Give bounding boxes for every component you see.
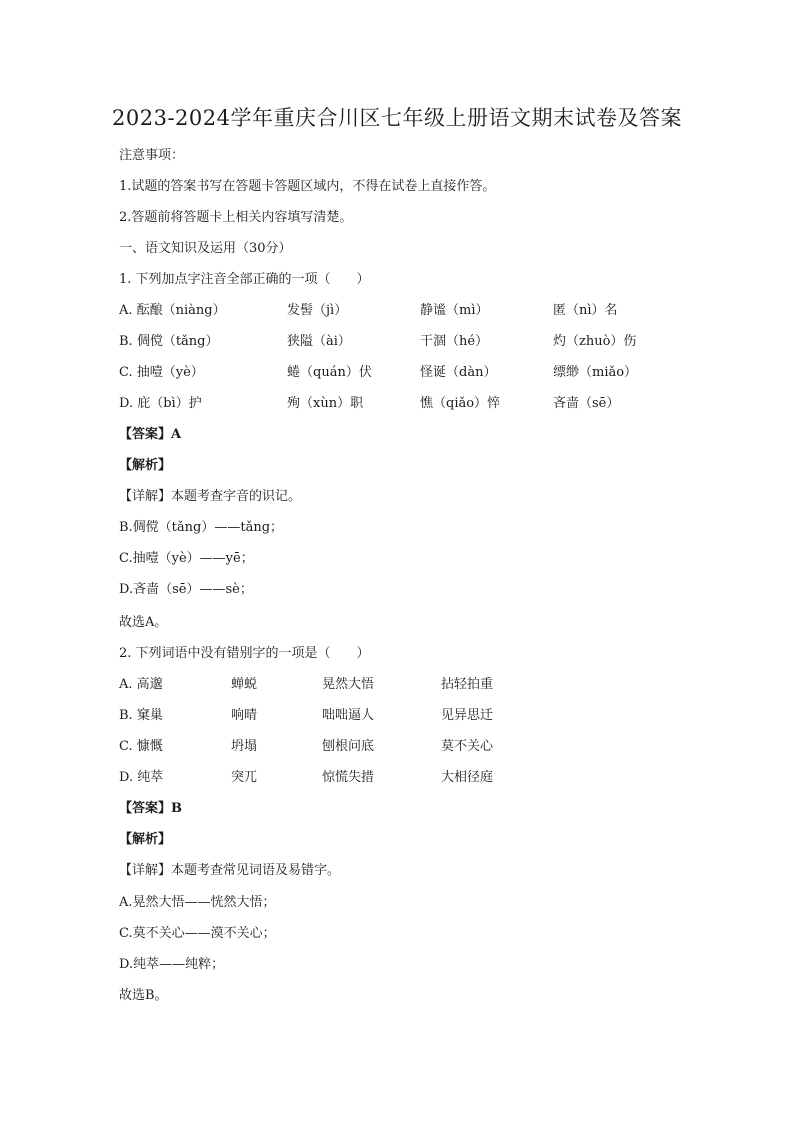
- q2-option-c-word-1: C. 慷慨: [119, 739, 163, 754]
- q2-option-row-b: [119, 707, 679, 725]
- q2-answer: 【答案】B: [119, 801, 182, 816]
- q1-option-d-word-3: 憔（qiǎo）悴: [420, 396, 501, 411]
- page-title: 2023-2024学年重庆合川区七年级上册语文期末试卷及答案: [112, 106, 682, 130]
- q2-option-row-a: [119, 676, 679, 694]
- q2-explanation-c: C.莫不关心——漠不关心；: [119, 926, 276, 941]
- q1-option-row-c: [119, 364, 679, 382]
- q1-option-row-a: [119, 302, 679, 320]
- q1-option-b-word-2: 狭隘（ài）: [287, 334, 351, 349]
- q2-option-b-word-2: 响晴: [231, 708, 258, 723]
- q2-option-a-word-4: 拈轻拍重: [441, 677, 494, 692]
- q1-answer: 【答案】A: [119, 427, 182, 442]
- q2-analysis-heading: 【解析】: [119, 832, 172, 847]
- q1-conclusion: 故选A。: [119, 615, 168, 630]
- q2-stem: 2. 下列词语中没有错别字的一项是（ ）: [119, 646, 370, 661]
- q1-option-d-word-2: 殉（xùn）职: [287, 396, 364, 411]
- q2-explanation-d: D.纯萃——纯粹；: [119, 957, 225, 972]
- q1-explanation-d: D.吝啬（sē）——sè；: [119, 582, 253, 597]
- q1-analysis-heading: 【解析】: [119, 458, 172, 473]
- q1-option-a-word-2: 发髻（jì）: [287, 303, 348, 318]
- q2-option-d-word-2: 突兀: [231, 770, 258, 785]
- q1-detail: 【详解】本题考查字音的识记。: [119, 489, 302, 504]
- section-heading: 一、语文知识及运用（30分）: [119, 241, 292, 256]
- q2-option-row-d: [119, 769, 679, 787]
- q1-option-c-word-3: 怪诞（dàn）: [420, 365, 497, 380]
- q1-option-a-word-3: 静谧（mì）: [420, 303, 489, 318]
- q1-option-b-word-1: B. 倜傥（tǎng）: [119, 334, 219, 349]
- q2-option-a-word-3: 晃然大悟: [322, 677, 375, 692]
- q2-option-d-word-3: 惊慌失措: [322, 770, 375, 785]
- q2-explanation-a: A.晃然大悟——恍然大悟；: [119, 895, 276, 910]
- notes-item-2: 2.答题前将答题卡上相关内容填写清楚。: [119, 210, 353, 225]
- q2-option-a-word-1: A. 高邈: [119, 677, 163, 692]
- q2-option-a-word-2: 蝉蜕: [231, 677, 258, 692]
- q1-option-d-word-4: 吝啬（sē）: [553, 396, 620, 411]
- q1-option-a-word-1: A. 酝酿（niàng）: [119, 303, 226, 318]
- q2-conclusion: 故选B。: [119, 988, 168, 1003]
- q2-option-d-word-1: D. 纯萃: [119, 770, 164, 785]
- q1-stem: 1. 下列加点字注音全部正确的一项（ ）: [119, 272, 370, 287]
- q1-option-row-b: [119, 333, 679, 351]
- q1-explanation-b: B.倜傥（tǎng）——tǎng；: [119, 520, 284, 535]
- q1-option-c-word-1: C. 抽噎（yè）: [119, 365, 204, 380]
- q1-option-d-word-1: D. 庇（bì）护: [119, 396, 202, 411]
- q2-option-row-c: [119, 738, 679, 756]
- q1-option-row-d: [119, 395, 679, 413]
- q1-explanation-c: C.抽噎（yè）——yē；: [119, 551, 254, 566]
- q2-option-b-word-4: 见异思迁: [441, 708, 494, 723]
- q2-option-d-word-4: 大相径庭: [441, 770, 494, 785]
- q1-option-c-word-4: 缥缈（miǎo）: [553, 365, 638, 380]
- notes-item-1: 1.试题的答案书写在答题卡答题区域内，不得在试卷上直接作答。: [119, 179, 496, 194]
- q1-option-a-word-4: 匿（nì）名: [553, 303, 618, 318]
- notes-heading: 注意事项：: [119, 148, 185, 163]
- q2-option-c-word-2: 坍塌: [231, 739, 258, 754]
- q1-option-b-word-4: 灼（zhuò）伤: [553, 334, 637, 349]
- q2-option-c-word-4: 莫不关心: [441, 739, 494, 754]
- q2-detail: 【详解】本题考查常见词语及易错字。: [119, 863, 341, 878]
- q1-option-c-word-2: 蜷（quán）伏: [287, 365, 372, 380]
- q2-option-b-word-1: B. 窠巢: [119, 708, 163, 723]
- q2-option-b-word-3: 咄咄逼人: [322, 708, 375, 723]
- q1-option-b-word-3: 干涸（hé）: [420, 334, 489, 349]
- q2-option-c-word-3: 刨根问底: [322, 739, 375, 754]
